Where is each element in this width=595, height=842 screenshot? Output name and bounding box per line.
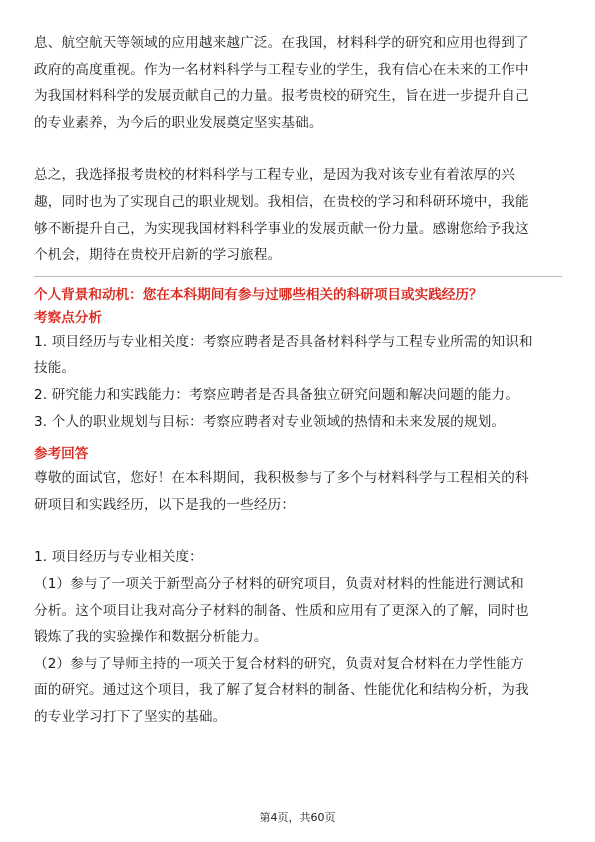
section-divider — [34, 276, 562, 277]
section-gap — [34, 435, 562, 443]
paragraph-gap — [34, 518, 562, 544]
text-line: 息、航空航天等领域的应用越来越广泛。在我国，材料科学的研究和应用也得到了 — [34, 35, 529, 51]
interview-question: 个人背景和动机：您在本科期间有参与过哪些相关的科研项目或实践经历？ — [34, 286, 483, 303]
page-content — [34, 30, 562, 730]
text-line: 研项目和实践经历，以下是我的一些经历： — [34, 496, 296, 513]
analysis-item-2: 2. 研究能力和实践能力：考察应聘者是否具备独立研究问题和解决问题的能力。 — [34, 386, 520, 403]
text-line: 为我国材料科学的发展贡献自己的力量。报考贵校的研究生，旨在进一步提升自己 — [34, 88, 529, 105]
text-line: 政府的高度重视。作为一名材料科学与工程专业的学生，我有信心在未来的工作中 — [34, 61, 529, 78]
analysis-list — [34, 329, 562, 435]
analysis-heading: 考察点分析 — [34, 309, 102, 326]
text-line: 个机会，期待在贵校开启新的学习旅程。 — [34, 247, 282, 264]
text-line: 的专业学习打下了坚实的基础。 — [34, 708, 227, 725]
analysis-item-1: 1. 项目经历与专业相关度：考察应聘者是否具备材料科学与工程专业所需的知识和 — [34, 333, 533, 350]
text-line: （1）参与了一项关于新型高分子材料的研究项目，负责对材料的性能进行测试和 — [34, 575, 524, 592]
page-number: 第4页，共60页 — [259, 811, 336, 824]
text-line: 趣，同时也为了实现自己的职业规划。我相信，在贵校的学习和科研环境中，我能 — [34, 193, 529, 210]
intro-paragraph-2 — [34, 162, 562, 268]
text-line: 尊敬的面试官，您好！在本科期间，我积极参与了多个与材料科学与工程相关的科 — [34, 470, 529, 487]
text-line: （2）参与了导师主持的一项关于复合材料的研究，负责对复合材料在力学性能方 — [34, 655, 524, 672]
answer-subheading: 1. 项目经历与专业相关度： — [34, 549, 203, 566]
answer-point-1 — [34, 571, 562, 651]
analysis-item-3: 3. 个人的职业规划与目标：考察应聘者对专业领域的热情和未来发展的规划。 — [34, 413, 506, 430]
analysis-item-1-continued: 技能。 — [34, 360, 76, 377]
text-line: 总之，我选择报考贵校的材料科学与工程专业，是因为我对该专业有着浓厚的兴 — [34, 167, 516, 184]
answer-greeting — [34, 465, 562, 518]
answer-point-2 — [34, 651, 562, 731]
text-line: 的专业素养，为今后的职业发展奠定坚实基础。 — [34, 114, 323, 131]
paragraph-gap — [34, 136, 562, 162]
answer-heading: 参考回答 — [34, 446, 89, 463]
text-line: 面的研究。通过这个项目，我了解了复合材料的制备、性能优化和结构分析，为我 — [34, 682, 529, 699]
intro-paragraph-1 — [34, 30, 562, 136]
text-line: 够不断提升自己，为实现我国材料科学事业的发展贡献一份力量。感谢您给予我这 — [34, 220, 529, 237]
text-line: 分析。这个项目让我对高分子材料的制备、性质和应用有了更深入的了解，同时也 — [34, 602, 529, 619]
text-line: 锻炼了我的实验操作和数据分析能力。 — [34, 629, 268, 646]
